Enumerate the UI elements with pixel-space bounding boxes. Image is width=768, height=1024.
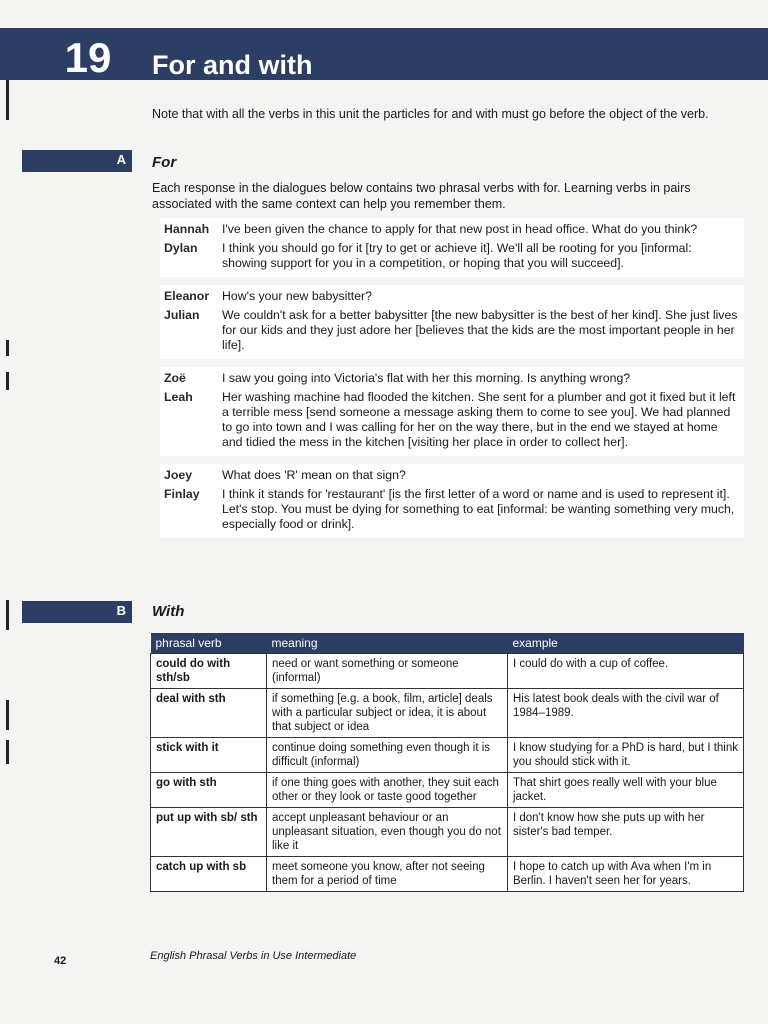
section-a-marker [22, 150, 132, 172]
example-cell: I could do with a cup of coffee. [508, 654, 744, 689]
table-row [151, 857, 744, 892]
book-title: English Phrasal Verbs in Use Intermediate [150, 950, 357, 962]
dialogue-line [160, 220, 744, 239]
meaning-cell: need or want something or someone (informal) [267, 654, 508, 689]
header-meaning: meaning [267, 633, 508, 654]
table-row [151, 689, 744, 738]
table-header-row [151, 633, 744, 654]
dialogue-text: How's your new babysitter? [222, 289, 372, 303]
meaning-cell: if one thing goes with another, they suit each other or they look or taste good together [267, 773, 508, 808]
speaker-name: Joey [164, 468, 193, 482]
phrasal-verb-cell: catch up with sb [151, 857, 267, 892]
dialogue-line [160, 369, 744, 388]
dialogue-text: I think you should go for it [try to get or achieve it]. We'll all be rooting for you [informal: showing support for you in a competition, or hoping that you will succeed]. [222, 241, 692, 270]
speaker-name: Eleanor [164, 289, 210, 303]
page-number: 42 [54, 955, 67, 967]
phrasal-verb-cell: put up with sb/ sth [151, 808, 267, 857]
phrasal-verb-table [150, 633, 744, 892]
unit-number: 19 [64, 34, 112, 81]
section-a-title: For [152, 154, 177, 171]
section-b-letter: B [116, 603, 126, 618]
speaker-name: Leah [164, 390, 193, 404]
example-cell: I don't know how she puts up with her sister's bad temper. [508, 808, 744, 857]
example-cell: I hope to catch up with Ava when I'm in Berlin. I haven't seen her for years. [508, 857, 744, 892]
table-row [151, 654, 744, 689]
dialogue-text: I've been given the chance to apply for that new post in head office. What do you think? [222, 222, 698, 236]
dialogue-group [160, 367, 744, 456]
page-edge-marks [0, 0, 20, 1024]
meaning-cell: accept unpleasant behaviour or an unpleasant situation, even though you do not like it [267, 808, 508, 857]
speaker-name: Dylan [164, 241, 198, 255]
dialogue-list [160, 218, 744, 546]
dialogue-line [160, 485, 744, 534]
dialogue-text: We couldn't ask for a better babysitter [the new babysitter is the best of her kind]. She just lives for our kids and they just adore her [believes that the kids are the most important people in her life]. [222, 308, 738, 352]
dialogue-line [160, 388, 744, 452]
phrasal-verb-cell: deal with sth [151, 689, 267, 738]
section-b-marker [22, 601, 132, 623]
phrasal-verb-cell: go with sth [151, 773, 267, 808]
dialogue-line [160, 306, 744, 355]
phrasal-verb-cell: stick with it [151, 738, 267, 773]
meaning-cell: continue doing something even though it is difficult (informal) [267, 738, 508, 773]
meaning-cell: meet someone you know, after not seeing them for a period of time [267, 857, 508, 892]
dialogue-group [160, 464, 744, 538]
section-b-title: With [152, 603, 185, 620]
phrasal-verb-cell: could do with sth/sb [151, 654, 267, 689]
dialogue-group [160, 285, 744, 359]
section-a-letter: A [116, 152, 126, 167]
header-phrasal-verb: phrasal verb [151, 633, 267, 654]
speaker-name: Zoë [164, 371, 186, 385]
dialogue-text: I saw you going into Victoria's flat with her this morning. Is anything wrong? [222, 371, 631, 385]
dialogue-line [160, 287, 744, 306]
meaning-cell: if something [e.g. a book, film, article] deals with a particular subject or idea, it is about that subject or idea [267, 689, 508, 738]
table-row [151, 738, 744, 773]
unit-title: For and with [152, 50, 313, 80]
dialogue-line [160, 239, 744, 273]
table-row [151, 773, 744, 808]
dialogue-line [160, 466, 744, 485]
speaker-name: Julian [164, 308, 200, 322]
dialogue-text: What does 'R' mean on that sign? [222, 468, 406, 482]
speaker-name: Finlay [164, 487, 200, 501]
example-cell: I know studying for a PhD is hard, but I think you should stick with it. [508, 738, 744, 773]
dialogue-text: Her washing machine had flooded the kitchen. She sent for a plumber and got it fixed but it left a terrible mess [send someone a message asking them to come to see you]. We had planned to go into town and I was calling for her on the way there, but in the end we stayed at home and tidied the mess in the kitchen [visiting her place in order to collect her]. [222, 390, 736, 449]
section-a-description: Each response in the dialogues below contains two phrasal verbs with for. Learning verbs in pairs associated with the same context can help you remember them. [152, 181, 691, 211]
speaker-name: Hannah [164, 222, 210, 236]
dialogue-group [160, 218, 744, 277]
table-row [151, 808, 744, 857]
example-cell: His latest book deals with the civil war of 1984–1989. [508, 689, 744, 738]
example-cell: That shirt goes really well with your blue jacket. [508, 773, 744, 808]
intro-text: Note that with all the verbs in this unit the particles for and with must go before the object of the verb. [152, 107, 709, 121]
dialogue-text: I think it stands for 'restaurant' [is the first letter of a word or name and is used to represent it]. Let's stop. You must be dying for something to eat [informal: be wanting something very much, especially food or drink]. [222, 487, 735, 531]
header-example: example [508, 633, 744, 654]
